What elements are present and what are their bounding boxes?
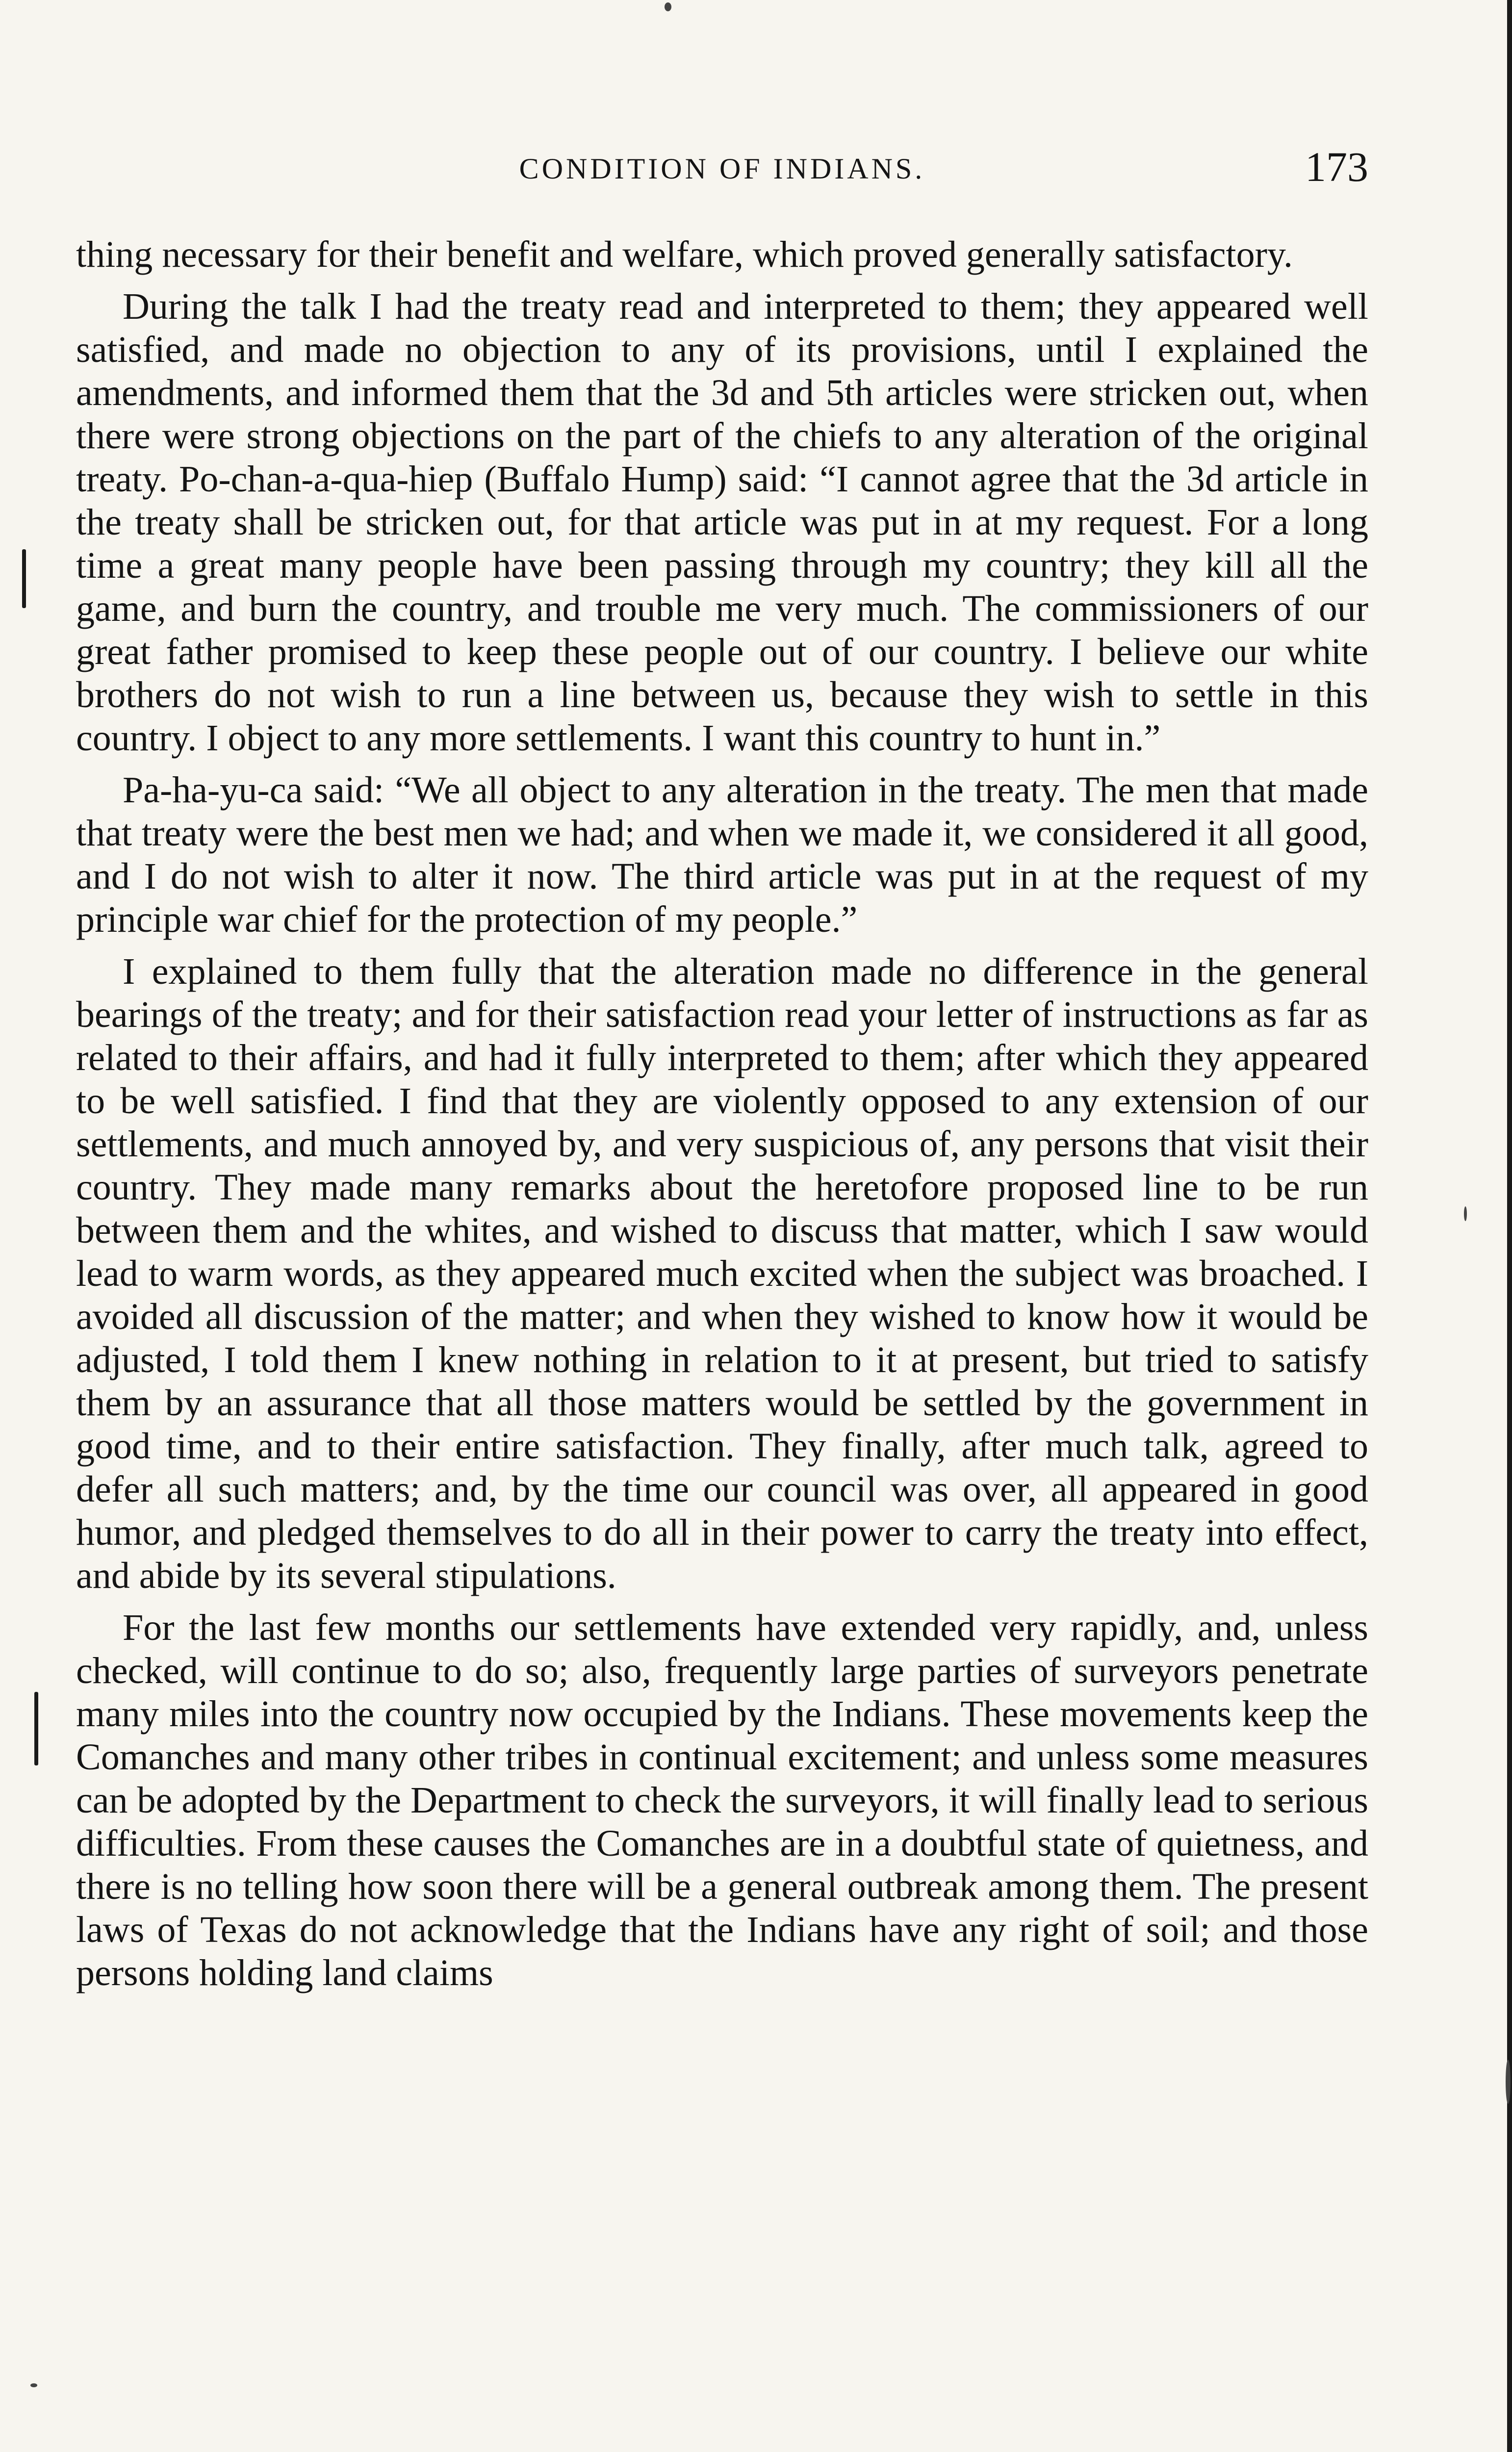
margin-mark: [22, 549, 26, 608]
running-head: CONDITION OF INDIANS.: [519, 153, 925, 185]
paragraph-2: During the talk I had the treaty read and interpreted to them; they appeared well satisfied, and made no objection to any of its provisions, until I explained the amendments, and informed them that the 3d and 5th articles were stricken out, when there were strong objections on the part of the chiefs to any alteration of the original treaty. Po-chan-a-qua-hiep (Buffalo Hump) said: “I cannot agree that the 3d article in the treaty shall be stricken out, for that article was put in at my request. For a long time a great many people have been passing through my country; they kill all the game, and burn the country, and trouble me very much. The commissioners of our great father promised to keep these people out of our country. I believe our white brothers do not wish to run a line between us, because they wish to settle in this country. I object to any more settlements. I want this country to hunt in.”: [76, 286, 1368, 759]
page-header: [76, 142, 1368, 196]
page-number: 173: [1305, 143, 1368, 190]
speck: [1464, 1206, 1467, 1221]
paragraph-1: thing necessary for their benefit and welfare, which proved generally satisfactory.: [76, 234, 1293, 275]
speck: [665, 2, 671, 11]
body-text: [76, 233, 1368, 2003]
speck: [1506, 2060, 1511, 2104]
paragraph-4: I explained to them fully that the alteration made no difference in the general bearings of the treaty; and for their satisfaction read your letter of instructions as far as related to their affairs, and had it fully interpreted to them; after which they appeared to be well satisfied. I find that they are violently opposed to any extension of our settlements, and much annoyed by, and very suspicious of, any persons that visit their country. They made many remarks about the heretofore proposed line to be run between them and the whites, and wished to discuss that matter, which I saw would lead to warm words, as they appeared much excited when the subject was broached. I avoided all discussion of the matter; and when they wished to know how it would be adjusted, I told them I knew nothing in relation to it at present, but tried to satisfy them by an assurance that all those matters would be settled by the government in good time, and to their entire satisfaction. They finally, after much talk, agreed to defer all such matters; and, by the time our council was over, all appeared in good humor, and pledged themselves to do all in their power to carry the treaty into effect, and abide by its several stipulations.: [76, 951, 1368, 1596]
speck: [30, 2383, 37, 2387]
paragraph-3: Pa-ha-yu-ca said: “We all object to any alteration in the treaty. The men that made that treaty were the best men we had; and when we made it, we considered it all good, and I do not wish to alter it now. The third article was put in at the request of my principle war chief for the protection of my people.”: [76, 769, 1368, 940]
margin-mark: [34, 1692, 38, 1765]
paragraph-5: For the last few months our settlements have extended very rapidly, and, unless checked, will continue to do so; also, frequently large parties of surveyors penetrate many miles into the country now occupied by the Indians. These movements keep the Comanches and many other tribes in continual excitement; and unless some measures can be adopted by the Department to check the surveyors, it will finally lead to serious difficulties. From these causes the Comanches are in a doubtful state of quietness, and there is no telling how soon there will be a general outbreak among them. The present laws of Texas do not acknowledge that the Indians have any right of soil; and those persons holding land claims: [76, 1607, 1368, 1993]
